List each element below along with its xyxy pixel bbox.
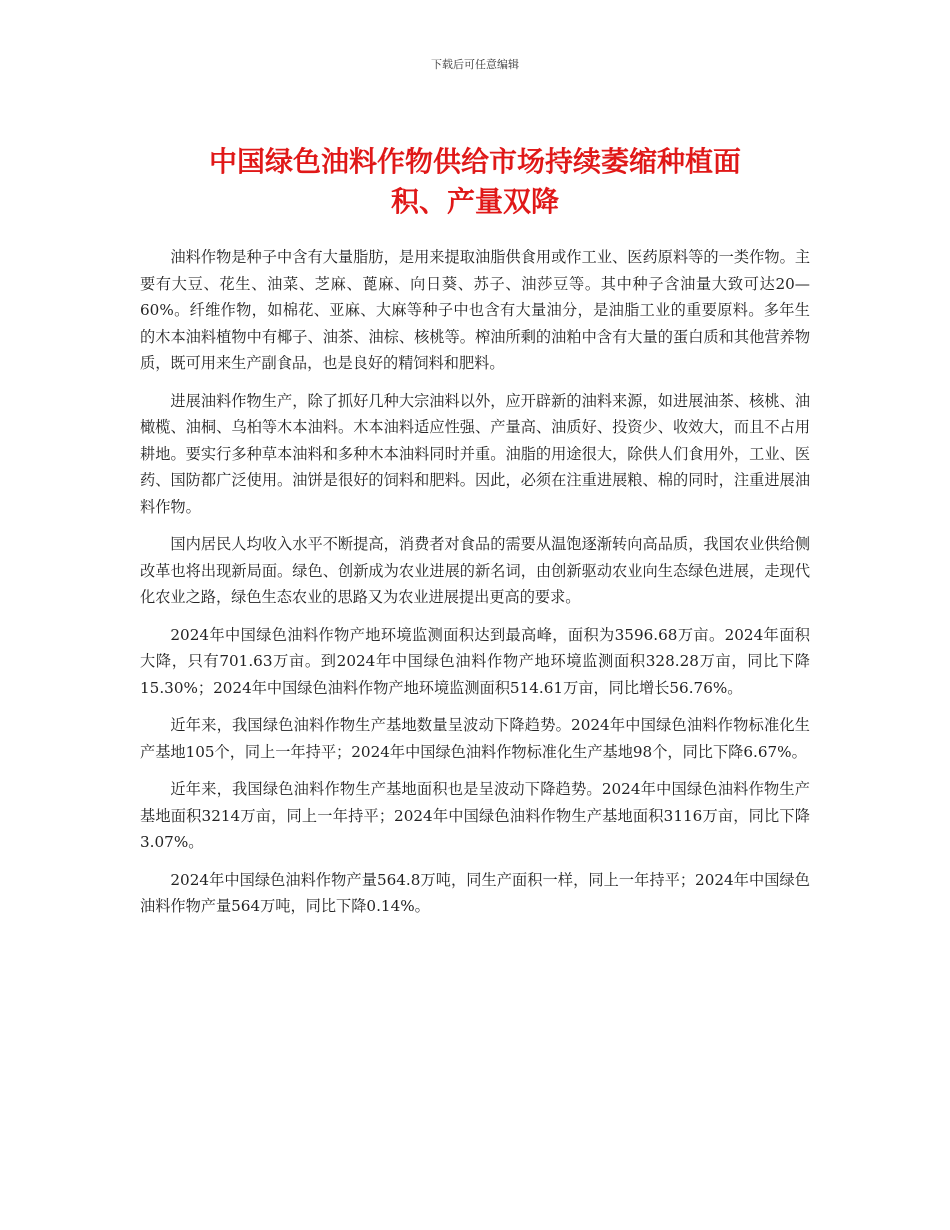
paragraph-monitoring-area: 2024年中国绿色油料作物产地环境监测面积达到最高峰，面积为3596.68万亩。2024年面积大降，只有701.63万亩。到2024年中国绿色油料作物产地环境监测面积328.28万亩，同比下降15.30%；2024年中国绿色油料作物产地环境监测面积514.61万亩，同比增长56.76%。: [140, 625, 810, 697]
paragraph-base-area: 近年来，我国绿色油料作物生产基地面积也是呈波动下降趋势。2024年中国绿色油料作物生产基地面积3214万亩，同上一年持平；2024年中国绿色油料作物生产基地面积3116万亩，同比下降3.07%。: [140, 780, 810, 851]
paragraph-base-count: 近年来，我国绿色油料作物生产基地数量呈波动下降趋势。2024年中国绿色油料作物标准化生产基地105个，同上一年持平；2024年中国绿色油料作物标准化生产基地98个，同比下降6.67%。: [140, 716, 810, 761]
article-body: [140, 244, 810, 931]
title-line-1: 中国绿色油料作物供给市场持续萎缩种植面: [208, 145, 741, 178]
paragraph-consumption: 国内居民人均收入水平不断提高，消费者对食品的需要从温饱逐渐转向高品质，我国农业供给侧改革也将出现新局面。绿色、创新成为农业进展的新名词，由创新驱动农业向生态绿色进展，走现代化农业之路，绿色生态农业的思路又为农业进展提出更高的要求。: [140, 535, 810, 606]
header-note: 下载后可任意编辑: [431, 58, 519, 71]
page-title: [140, 142, 810, 222]
paragraph-development: 进展油料作物生产，除了抓好几种大宗油料以外，应开辟新的油料来源，如进展油茶、核桃、油橄榄、油桐、乌桕等木本油料。木本油料适应性强、产量高、油质好、投资少、收效大，而且不占用耕地。要实行多种草本油料和多种木本油料同时并重。油脂的用途很大，除供人们食用外，工业、医药、国防都广泛使用。油饼是很好的饲料和肥料。因此，必须在注重进展粮、棉的同时，注重进展油料作物。: [140, 391, 810, 516]
paragraph-intro: 油料作物是种子中含有大量脂肪，是用来提取油脂供食用或作工业、医药原料等的一类作物。主要有大豆、花生、油菜、芝麻、蓖麻、向日葵、苏子、油莎豆等。其中种子含油量大致可达20—60%。纤维作物，如棉花、亚麻、大麻等种子中也含有大量油分，是油脂工业的重要原料。多年生的木本油料植物中有椰子、油茶、油棕、核桃等。榨油所剩的油粕中含有大量的蛋白质和其他营养物质，既可用来生产副食品，也是良好的精饲料和肥料。: [140, 248, 810, 372]
paragraph-output: 2024年中国绿色油料作物产量564.8万吨，同生产面积一样，同上一年持平；2024年中国绿色油料作物产量564万吨，同比下降0.14%。: [140, 870, 810, 915]
title-line-2: 积、产量双降: [390, 185, 559, 218]
